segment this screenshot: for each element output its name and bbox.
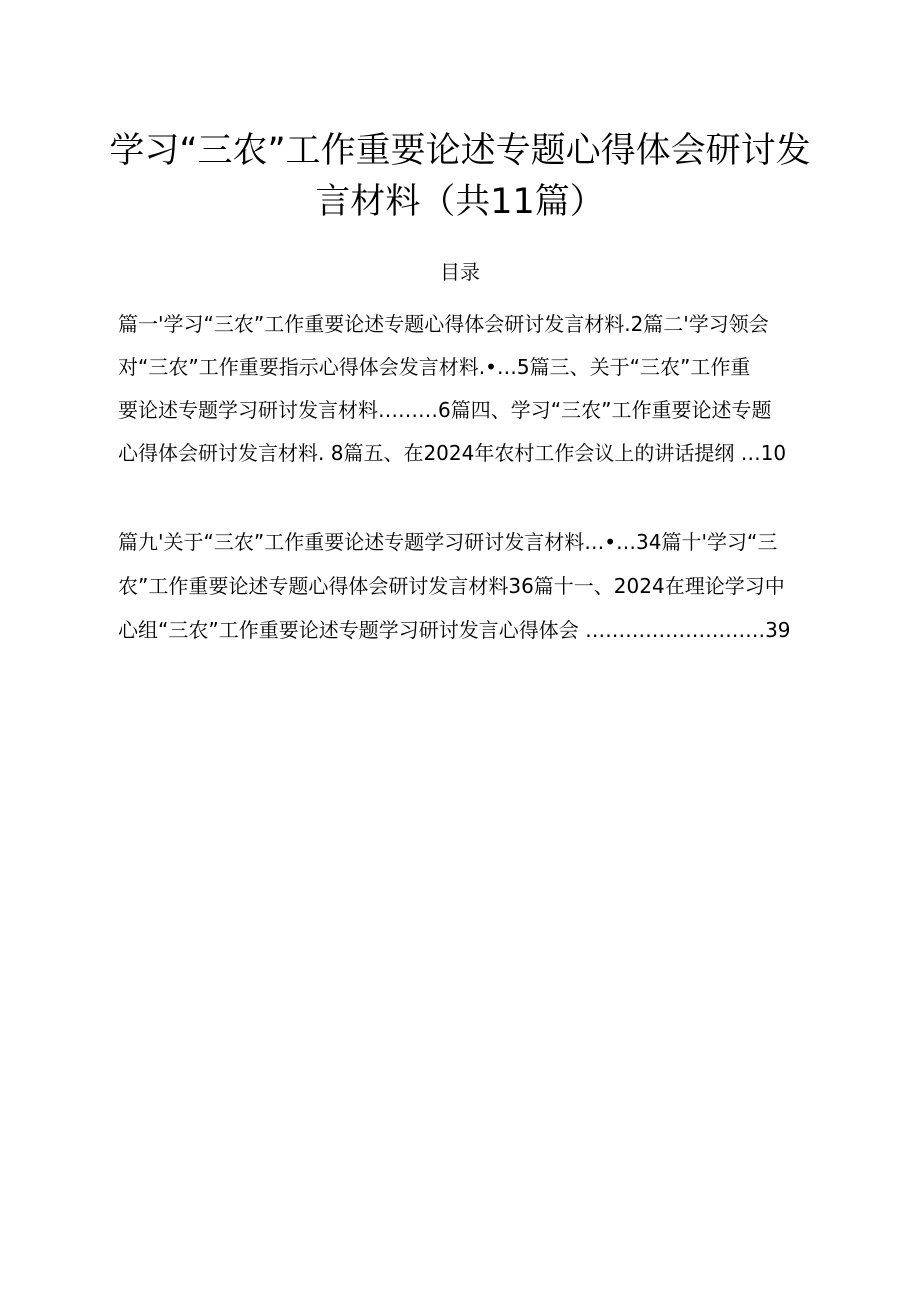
toc-line: 要论述专题学习研讨发言材料………6篇四、学习“三农”工作重要论述专题: [118, 398, 772, 422]
toc-line: 篇九'关于“三农”工作重要论述专题学习研讨发言材料…•…34篇十'学习“三: [118, 530, 778, 554]
toc-line: 农”工作重要论述专题心得体会研讨发言材料36篇十一、2024在理论学习中: [118, 574, 785, 598]
toc-heading: 目录: [440, 260, 480, 284]
document-title-line-1: 学习“三农”工作重要论述专题心得体会研讨发: [109, 131, 811, 171]
toc-line: 心得体会研讨发言材料. 8篇五、在2024年农村工作会议上的讲话提纲 …10: [118, 441, 787, 465]
toc-line: 心组“三农”工作重要论述专题学习研讨发言心得体会 ………………………39: [118, 618, 791, 642]
toc-line: 对“三农”工作重要指示心得体会发言材料.•…5篇三、关于“三农”工作重: [118, 355, 751, 379]
toc-line: 篇一'学习“三农”工作重要论述专题心得体会研讨发言材料.2篇二'学习领会: [118, 312, 769, 336]
document-title-line-2: 言材料（共11篇）: [315, 182, 605, 222]
